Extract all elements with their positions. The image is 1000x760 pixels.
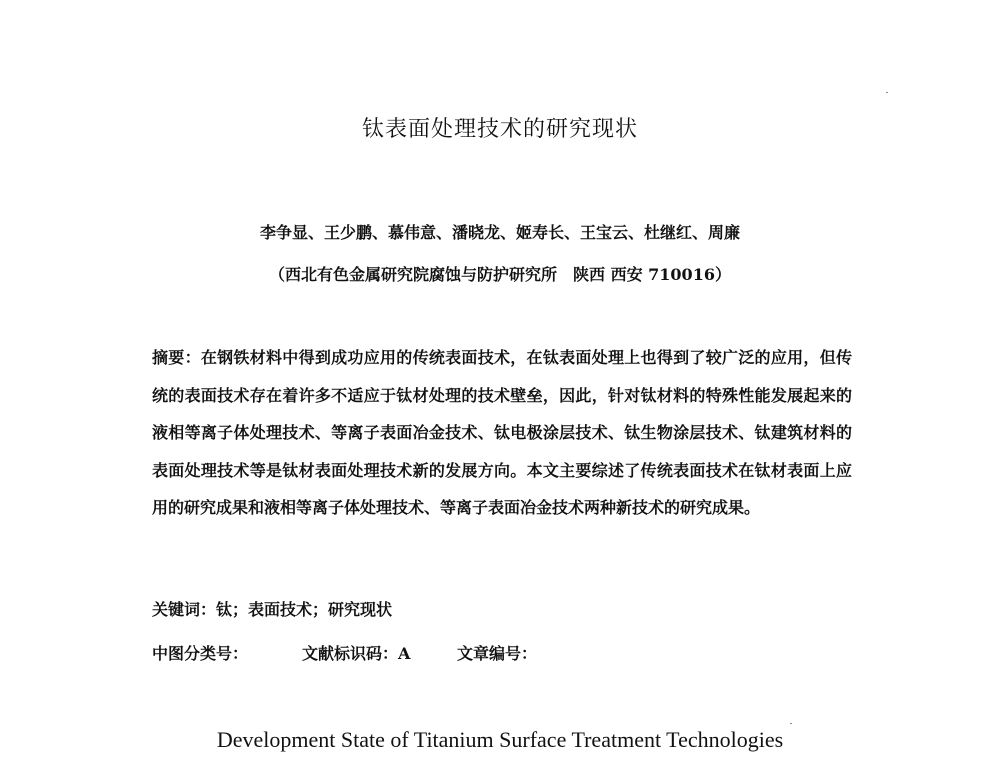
- classification-line: [152, 641, 852, 664]
- clc-number-label: 中图分类号：: [152, 644, 249, 663]
- abstract-paragraph: [152, 339, 852, 527]
- chinese-title: 钛表面处理技术的研究现状: [361, 117, 638, 142]
- scan-speck: [886, 92, 888, 93]
- abstract-label: 摘要：: [152, 348, 201, 367]
- article-number-label: 文章编号：: [457, 644, 538, 663]
- english-title: Development State of Titanium Surface Treatment Technologies: [216, 727, 784, 752]
- author-list: 李争显、王少鹏、慕伟意、潘晓龙、姬寿长、王宝云、杜继红、周廉: [259, 223, 740, 242]
- author-affiliation: （西北有色金属研究院腐蚀与防护研究所 陕西 西安 710016）: [269, 265, 731, 284]
- abstract-text: 在钢铁材料中得到成功应用的传统表面技术，在钛表面处理上也得到了较广泛的应用，但传统的表面技术存在着许多不适应于钛材处理的技术壁垒，因此，针对钛材料的特殊性能发展起来的液相等离子体处理技术、等离子表面冶金技术、钛电极涂层技术、钛生物涂层技术、钛建筑材料的表面处理技术等是钛材表面处理技术新的发展方向。本文主要综述了传统表面技术在钛材表面上应用的研究成果和液相等离子体处理技术、等离子表面冶金技术两种新技术的研究成果。: [152, 348, 852, 517]
- scan-speck: [790, 723, 792, 724]
- keywords-line: 关键词：钛；表面技术；研究现状: [152, 600, 393, 619]
- document-code-label: 文献标识码：A: [302, 644, 411, 663]
